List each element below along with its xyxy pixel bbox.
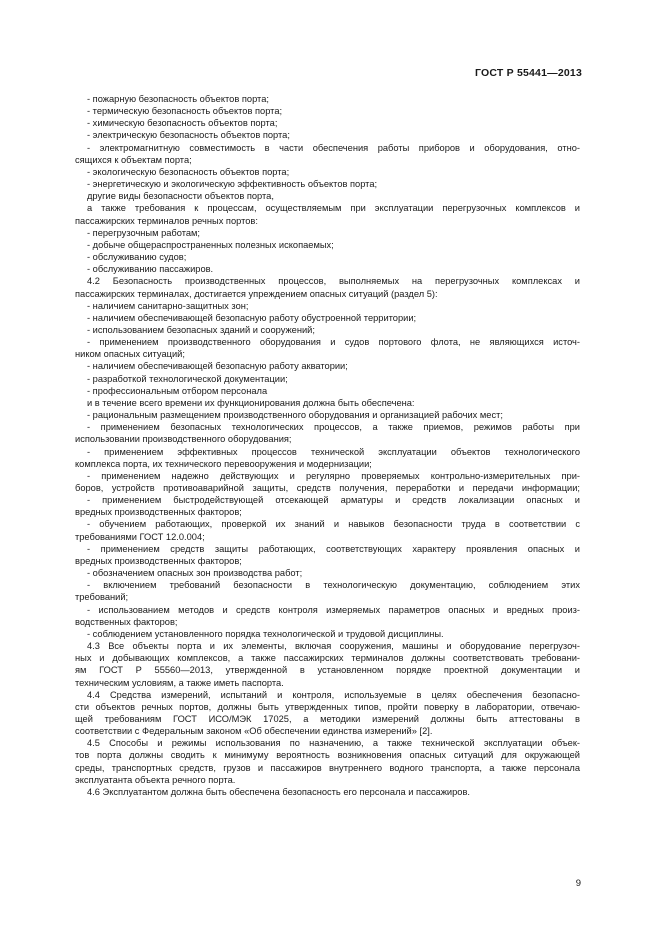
text-line: - добыче общераспространенных полезных ископаемых; [87, 239, 334, 250]
text-line: - разработкой технологической документации; [87, 373, 288, 384]
text-line: - применением эффективных процессов технической эксплуатации объектов технологического [87, 446, 580, 457]
text-line: - включением требований безопасности в технологическую документацию, соблюдением этих [87, 580, 580, 591]
text-line: эксплуатанта объекта речного порта. [75, 774, 236, 785]
text-line: щей требованиям ГОСТ ИСО/МЭК 17025, а методики измерений должны быть аттестованы в [75, 713, 580, 724]
text-line: 4.6 Эксплуатантом должна быть обеспечена безопасность его персонала и пассажиров. [87, 786, 470, 797]
text-line: сти объектов речных портов, должны быть утвержденных типов, пройти поверку в лаборатории, отвечаю- [75, 701, 580, 712]
text-line: требованиями ГОСТ 12.0.004; [75, 531, 205, 542]
text-line: - наличием санитарно-защитных зон; [87, 300, 249, 311]
text-line: - применением надежно действующих и регулярно проверяемых контрольно-измерительных при- [87, 470, 580, 481]
text-line: сящихся к объектам порта; [75, 154, 192, 165]
text-line: - пожарную безопасность объектов порта; [87, 94, 269, 104]
text-line: 4.2 Безопасность производственных процессов, выполняемых на перегрузочных комплексах и [87, 276, 580, 287]
text-line: требований; [75, 592, 129, 603]
text-line: ям ГОСТ Р 55560—2013, утвержденной в установленном порядке проектной документации и [75, 665, 580, 676]
text-line: боров, устройств противоаварийной защиты, средств получения, переработки и передачи информации; [75, 483, 580, 493]
text-line: - термическую безопасность объектов порта; [87, 106, 283, 117]
text-line: - наличием обеспечивающей безопасную работу акватории; [87, 361, 348, 372]
text-line: - электромагнитную совместимость в части обеспечения работы приборов и оборудования, отно- [87, 142, 580, 153]
text-line: вредных производственных факторов; [75, 507, 242, 518]
text-line: пассажирских терминалах, достигается упреждением опасных ситуаций (раздел 5): [75, 288, 438, 299]
text-line: - применением безопасных технологических процессов, а также приемов, режимов работы при [87, 422, 580, 433]
page-number: 9 [575, 878, 581, 889]
text-line: и в течение всего времени их функционирования должна быть обеспечена: [87, 397, 415, 408]
text-line: - применением быстродействующей отсекающей арматуры и средств локализации опасных и [87, 495, 580, 506]
text-line: - профессиональным отбором персонала [87, 385, 268, 396]
text-line: ных и добывающих комплексов, а также пассажирских терминалов должны соответствовать требовани- [75, 653, 580, 664]
text-line: - использованием безопасных зданий и сооружений; [87, 324, 315, 335]
document-body [75, 93, 580, 798]
text-line: другие виды безопасности объектов порта, [87, 191, 274, 202]
text-line: ником опасных ситуаций; [75, 349, 185, 360]
text-line: - обучением работающих, проверкой их знаний и навыков безопасности труда в соответствии с [87, 519, 580, 530]
text-line: - электрическую безопасность объектов порта; [87, 130, 290, 141]
document-code-header: ГОСТ Р 55441—2013 [474, 67, 582, 79]
text-line: соответствии с Федеральным законом «Об обеспечении единства измерений» [2]. [75, 726, 433, 737]
text-line: а также требования к процессам, осуществляемым при эксплуатации перегрузочных комплексов и [87, 203, 580, 214]
text-line: - обслуживанию судов; [87, 252, 187, 263]
text-line: - обозначением опасных зон производства работ; [87, 568, 303, 579]
text-line: - обслуживанию пассажиров. [87, 264, 214, 275]
text-line: - экологическую безопасность объектов порта; [87, 166, 290, 177]
text-line: 4.4 Средства измерений, испытаний и контроля, используемые в целях обеспечения безопасно- [87, 689, 580, 700]
text-line: - применением производственного оборудования и судов портового флота, не являющихся источ- [87, 337, 580, 348]
text-line: использовании производственного оборудования; [75, 434, 292, 445]
text-line: - перегрузочным работам; [87, 227, 201, 238]
text-line: 4.5 Способы и режимы использования по назначению, а также технической эксплуатации объек- [87, 738, 580, 749]
text-line: - использованием методов и средств контроля измеряемых параметров опасных и вредных произ- [87, 604, 580, 615]
text-line: - соблюдением установленного порядка технологической и трудовой дисциплины. [87, 628, 444, 639]
text-line: вредных производственных факторов; [75, 555, 242, 566]
text-line: водственных факторов; [75, 616, 178, 627]
text-line: - химическую безопасность объектов порта; [87, 118, 278, 129]
text-line: 4.3 Все объекты порта и их элементы, включая сооружения, машины и оборудование перегрузоч- [87, 641, 580, 652]
text-line: тов порта должны сводить к минимуму вероятность возникновения опасных ситуаций для окружающей [75, 750, 580, 761]
text-line: техническим условиям, а также иметь паспорта. [75, 677, 284, 688]
text-line: - наличием обеспечивающей безопасную работу обустроенной территории; [87, 312, 417, 323]
text-line: - энергетическую и экологическую эффективность объектов порта; [87, 179, 378, 190]
text-line: пассажирских терминалов речных портов: [75, 215, 258, 226]
text-line: среды, транспортных средств, грузов и пассажиров внутреннего водного транспорта, а также персонала [75, 762, 580, 773]
text-line: - применением средств защиты работающих, соответствующих характеру проявления опасных и [87, 543, 580, 554]
text-line: - рациональным размещением производственного оборудования и организацией рабочих мест; [87, 410, 503, 421]
text-line: комплекса порта, их технического перевооружения и модернизации; [75, 458, 372, 469]
